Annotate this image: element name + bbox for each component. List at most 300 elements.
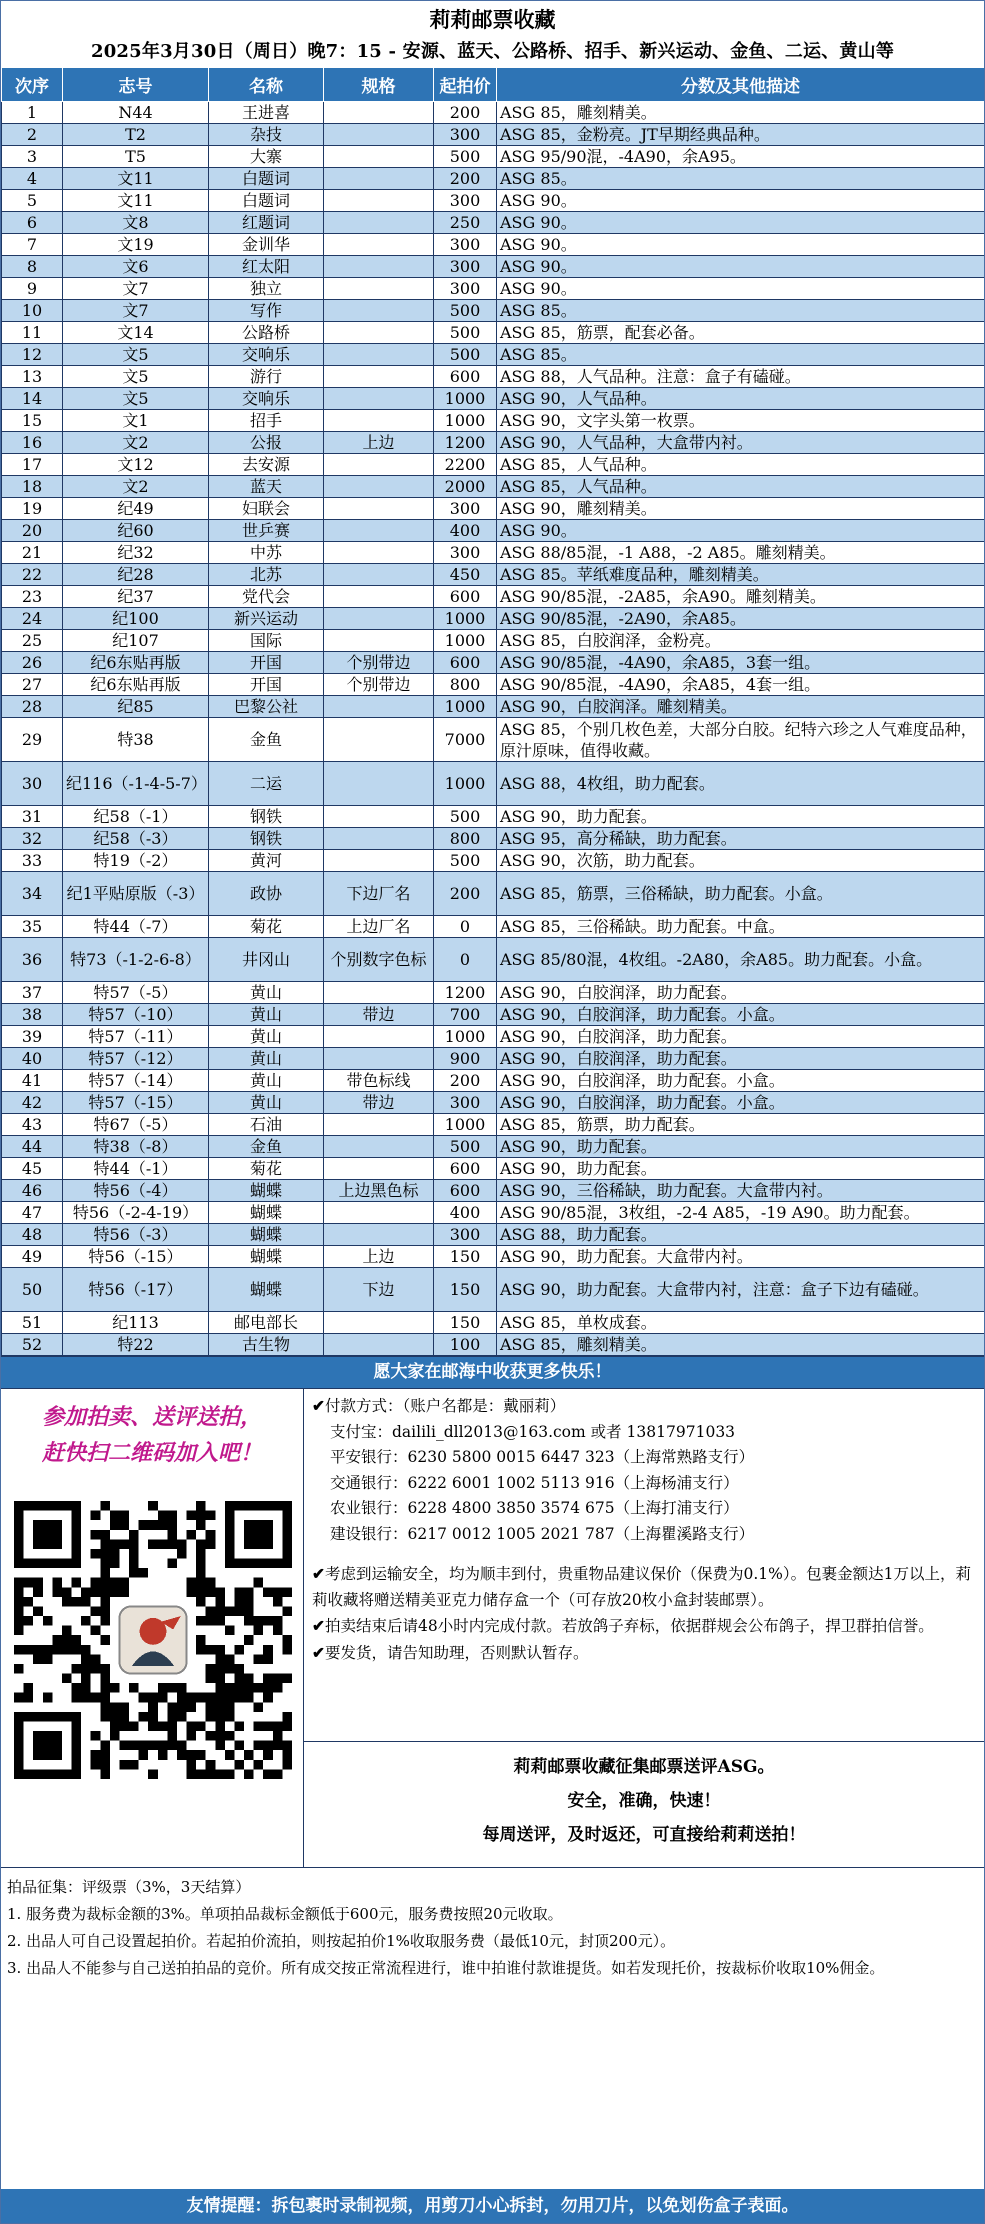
- lot-order: 46: [2, 1180, 63, 1202]
- lot-spec: [324, 124, 434, 146]
- table-row: [2, 1004, 985, 1026]
- lot-name: 蝴蝶: [209, 1246, 324, 1268]
- lot-order: 33: [2, 850, 63, 872]
- lot-description: ASG 90。: [497, 234, 985, 256]
- lot-name: 游行: [209, 366, 324, 388]
- lot-spec: 带边: [324, 1092, 434, 1114]
- table-row: [2, 454, 985, 476]
- lot-start-price: 500: [434, 1136, 497, 1158]
- table-row: [2, 256, 985, 278]
- lot-spec: [324, 1114, 434, 1136]
- table-row: [2, 1136, 985, 1158]
- lot-description: ASG 90。: [497, 520, 985, 542]
- lot-order: 24: [2, 608, 63, 630]
- lot-description: ASG 85，雕刻精美。: [497, 102, 985, 124]
- lot-name: 世乒赛: [209, 520, 324, 542]
- table-row: [2, 542, 985, 564]
- lot-name: 巴黎公社: [209, 696, 324, 718]
- lot-name: 石油: [209, 1114, 324, 1136]
- lot-description: ASG 85，筋票，助力配套。: [497, 1114, 985, 1136]
- lot-catalog-no: 文1: [63, 410, 209, 432]
- lot-catalog-no: 纪28: [63, 564, 209, 586]
- lot-catalog-no: 文11: [63, 190, 209, 212]
- lot-catalog-no: 特57（-10）: [63, 1004, 209, 1026]
- lot-description: ASG 85/80混，4枚组。-2A80，余A85。助力配套。小盒。: [497, 938, 985, 982]
- lot-description: ASG 90，助力配套。: [497, 1158, 985, 1180]
- lot-spec: [324, 828, 434, 850]
- lot-description: ASG 90，助力配套。大盒带内衬。: [497, 1246, 985, 1268]
- table-row: [2, 1048, 985, 1070]
- lot-start-price: 150: [434, 1268, 497, 1312]
- promo-text: [1, 1389, 303, 1481]
- lot-description: ASG 90，助力配套。: [497, 1136, 985, 1158]
- lot-table: [1, 67, 985, 1356]
- col-header-start-price: 起拍价: [434, 68, 497, 102]
- lot-spec: [324, 696, 434, 718]
- lot-order: 23: [2, 586, 63, 608]
- lot-spec: [324, 564, 434, 586]
- lot-name: 红太阳: [209, 256, 324, 278]
- table-row: [2, 102, 985, 124]
- lot-order: 47: [2, 1202, 63, 1224]
- table-row: [2, 872, 985, 916]
- table-row: [2, 1114, 985, 1136]
- lot-name: 去安源: [209, 454, 324, 476]
- lot-start-price: 200: [434, 168, 497, 190]
- lot-order: 29: [2, 718, 63, 762]
- lot-catalog-no: 纪58（-1）: [63, 806, 209, 828]
- lot-order: 25: [2, 630, 63, 652]
- lot-order: 17: [2, 454, 63, 476]
- lot-order: 50: [2, 1268, 63, 1312]
- lot-order: 14: [2, 388, 63, 410]
- lot-spec: [324, 586, 434, 608]
- check-icon: ✔: [312, 1396, 325, 1415]
- lot-start-price: 1000: [434, 388, 497, 410]
- lot-catalog-no: 纪116（-1-4-5-7）: [63, 762, 209, 806]
- lot-spec: 个别带边: [324, 652, 434, 674]
- lot-description: ASG 90。: [497, 190, 985, 212]
- lot-spec: [324, 212, 434, 234]
- table-row: [2, 300, 985, 322]
- lot-catalog-no: 文11: [63, 168, 209, 190]
- payment-deadline-note: 拍卖结束后请48小时内完成付款。若放鸽子弃标，依据群规会公布鸽子，捍卫群拍信誉。: [325, 1617, 934, 1635]
- col-header-name: 名称: [209, 68, 324, 102]
- lot-spec: [324, 1026, 434, 1048]
- lot-description: ASG 90，三俗稀缺，助力配套。大盒带内衬。: [497, 1180, 985, 1202]
- lot-catalog-no: 纪58（-3）: [63, 828, 209, 850]
- lot-catalog-no: 纪6东贴再版: [63, 652, 209, 674]
- lot-name: 公路桥: [209, 322, 324, 344]
- lot-start-price: 150: [434, 1246, 497, 1268]
- lot-catalog-no: 纪37: [63, 586, 209, 608]
- table-row: [2, 212, 985, 234]
- lot-name: 蝴蝶: [209, 1224, 324, 1246]
- lot-description: ASG 85。: [497, 300, 985, 322]
- lot-description: ASG 90/85混，3枚组，-2-4 A85，-19 A90。助力配套。: [497, 1202, 985, 1224]
- lot-catalog-no: 文2: [63, 476, 209, 498]
- lot-start-price: 300: [434, 234, 497, 256]
- lot-catalog-no: 文6: [63, 256, 209, 278]
- lot-description: ASG 85。: [497, 168, 985, 190]
- table-row: [2, 498, 985, 520]
- lot-name: 菊花: [209, 916, 324, 938]
- lot-spec: 上边黑色标: [324, 1180, 434, 1202]
- lot-description: ASG 90。: [497, 278, 985, 300]
- lot-order: 26: [2, 652, 63, 674]
- lot-catalog-no: 文5: [63, 344, 209, 366]
- lot-name: 蝴蝶: [209, 1180, 324, 1202]
- lot-description: ASG 85，人气品种。: [497, 476, 985, 498]
- lot-name: 新兴运动: [209, 608, 324, 630]
- lot-description: ASG 85，人气品种。: [497, 454, 985, 476]
- lot-catalog-no: 文19: [63, 234, 209, 256]
- lot-name: 北苏: [209, 564, 324, 586]
- lot-spec: [324, 630, 434, 652]
- lot-catalog-no: 纪85: [63, 696, 209, 718]
- lot-start-price: 1200: [434, 432, 497, 454]
- lot-start-price: 1000: [434, 1114, 497, 1136]
- lot-start-price: 500: [434, 300, 497, 322]
- lot-description: ASG 85，筋票，配套必备。: [497, 322, 985, 344]
- lot-spec: [324, 234, 434, 256]
- lot-catalog-no: 特57（-5）: [63, 982, 209, 1004]
- lot-name: 邮电部长: [209, 1312, 324, 1334]
- lot-start-price: 600: [434, 1180, 497, 1202]
- lot-start-price: 500: [434, 146, 497, 168]
- lot-name: 交响乐: [209, 344, 324, 366]
- lot-spec: [324, 322, 434, 344]
- lot-name: 招手: [209, 410, 324, 432]
- bank-account-pingan: 平安银行：6230 5800 0015 6447 323（上海常熟路支行）: [330, 1448, 755, 1466]
- check-icon: ✔: [312, 1642, 325, 1662]
- lot-order: 19: [2, 498, 63, 520]
- qr-avatar-icon: [119, 1606, 186, 1673]
- table-row: [2, 564, 985, 586]
- lot-name: 红题词: [209, 212, 324, 234]
- lot-start-price: 450: [434, 564, 497, 586]
- lot-description: ASG 90，白胶润泽。雕刻精美。: [497, 696, 985, 718]
- lot-name: 金训华: [209, 234, 324, 256]
- lot-order: 37: [2, 982, 63, 1004]
- lot-start-price: 400: [434, 1202, 497, 1224]
- lot-spec: [324, 850, 434, 872]
- lot-description: ASG 90，次筋，助力配套。: [497, 850, 985, 872]
- table-row: [2, 608, 985, 630]
- lot-description: ASG 90，白胶润泽，助力配套。小盒。: [497, 1092, 985, 1114]
- lot-catalog-no: 特56（-15）: [63, 1246, 209, 1268]
- bank-account-agri: 农业银行：6228 4800 3850 3574 675（上海打浦支行）: [330, 1499, 739, 1517]
- terms-item: 1. 服务费为裁标金额的3%。单项拍品裁标金额低于600元，服务费按照20元收取。: [7, 1905, 563, 1923]
- table-row: [2, 828, 985, 850]
- lot-spec: [324, 344, 434, 366]
- lot-spec: [324, 762, 434, 806]
- lot-order: 7: [2, 234, 63, 256]
- lot-spec: 上边: [324, 432, 434, 454]
- lot-start-price: 200: [434, 1070, 497, 1092]
- lot-order: 32: [2, 828, 63, 850]
- lot-catalog-no: 纪6东贴再版: [63, 674, 209, 696]
- lot-order: 51: [2, 1312, 63, 1334]
- lot-order: 28: [2, 696, 63, 718]
- info-section: [1, 1388, 984, 1868]
- lot-catalog-no: 文8: [63, 212, 209, 234]
- lot-start-price: 250: [434, 212, 497, 234]
- lot-name: 蓝天: [209, 476, 324, 498]
- lot-name: 大寨: [209, 146, 324, 168]
- lot-spec: [324, 278, 434, 300]
- lot-catalog-no: 特44（-1）: [63, 1158, 209, 1180]
- lot-catalog-no: 文7: [63, 278, 209, 300]
- lot-start-price: 7000: [434, 718, 497, 762]
- col-header-spec: 规格: [324, 68, 434, 102]
- lot-name: 写作: [209, 300, 324, 322]
- lot-order: 15: [2, 410, 63, 432]
- lot-start-price: 500: [434, 322, 497, 344]
- lot-order: 36: [2, 938, 63, 982]
- lot-catalog-no: 特56（-4）: [63, 1180, 209, 1202]
- table-row: [2, 234, 985, 256]
- lot-order: 10: [2, 300, 63, 322]
- lot-name: 钢铁: [209, 828, 324, 850]
- lot-order: 18: [2, 476, 63, 498]
- lot-catalog-no: 特19（-2）: [63, 850, 209, 872]
- lot-spec: [324, 982, 434, 1004]
- lot-catalog-no: T2: [63, 124, 209, 146]
- lot-catalog-no: 特56（-2-4-19）: [63, 1202, 209, 1224]
- lot-spec: [324, 1048, 434, 1070]
- lot-order: 30: [2, 762, 63, 806]
- lot-order: 22: [2, 564, 63, 586]
- lot-order: 40: [2, 1048, 63, 1070]
- lot-description: ASG 90，白胶润泽，助力配套。: [497, 1048, 985, 1070]
- lot-spec: [324, 256, 434, 278]
- table-row: [2, 146, 985, 168]
- lot-description: ASG 90/85混，-2A85，余A90。雕刻精美。: [497, 586, 985, 608]
- lot-name: 妇联会: [209, 498, 324, 520]
- lot-description: ASG 90，白胶润泽，助力配套。小盒。: [497, 1004, 985, 1026]
- lot-spec: [324, 168, 434, 190]
- lot-catalog-no: 特73（-1-2-6-8）: [63, 938, 209, 982]
- lot-order: 1: [2, 102, 63, 124]
- join-panel: [1, 1389, 304, 1867]
- lot-spec: [324, 1136, 434, 1158]
- table-row: [2, 1180, 985, 1202]
- bank-account-comm: 交通银行：6222 6001 1002 5113 916（上海杨浦支行）: [330, 1473, 739, 1492]
- check-icon: ✔: [312, 1616, 325, 1635]
- payment-panel: [304, 1389, 984, 1867]
- lot-name: 独立: [209, 278, 324, 300]
- lot-catalog-no: 特56（-3）: [63, 1224, 209, 1246]
- lot-order: 31: [2, 806, 63, 828]
- table-row: [2, 696, 985, 718]
- lot-name: 政协: [209, 872, 324, 916]
- table-row: [2, 1092, 985, 1114]
- lot-description: ASG 90，助力配套。大盒带内衬，注意：盒子下边有磕碰。: [497, 1268, 985, 1312]
- qr-code-image[interactable]: [14, 1501, 292, 1779]
- lot-spec: [324, 146, 434, 168]
- table-row: [2, 1224, 985, 1246]
- delivery-note: 要发货，请告知助理，否则默认暂存。: [325, 1643, 589, 1662]
- consignment-terms: [1, 1868, 984, 1996]
- lot-order: 45: [2, 1158, 63, 1180]
- lot-catalog-no: T5: [63, 146, 209, 168]
- table-row: [2, 806, 985, 828]
- lot-order: 2: [2, 124, 63, 146]
- table-row: [2, 850, 985, 872]
- lot-start-price: 1000: [434, 762, 497, 806]
- col-header-order: 次序: [2, 68, 63, 102]
- lot-order: 39: [2, 1026, 63, 1048]
- table-row: [2, 168, 985, 190]
- lot-catalog-no: 特67（-5）: [63, 1114, 209, 1136]
- table-row: [2, 630, 985, 652]
- lot-start-price: 300: [434, 190, 497, 212]
- page-title: 莉莉邮票收藏: [429, 7, 556, 32]
- lot-start-price: 200: [434, 872, 497, 916]
- lot-start-price: 500: [434, 344, 497, 366]
- lot-description: ASG 90，白胶润泽，助力配套。: [497, 1026, 985, 1048]
- lot-order: 21: [2, 542, 63, 564]
- payment-heading: 付款方式：（账户名都是：戴丽莉）: [325, 1397, 566, 1415]
- lot-catalog-no: 特56（-17）: [63, 1268, 209, 1312]
- lot-spec: [324, 1312, 434, 1334]
- lot-start-price: 400: [434, 520, 497, 542]
- lot-catalog-no: 纪113: [63, 1312, 209, 1334]
- table-row: [2, 190, 985, 212]
- lot-name: 蝴蝶: [209, 1268, 324, 1312]
- table-row: [2, 938, 985, 982]
- lot-description: ASG 88/85混，-1 A88，-2 A85。雕刻精美。: [497, 542, 985, 564]
- table-row: [2, 916, 985, 938]
- table-row: [2, 1334, 985, 1356]
- table-row: [2, 586, 985, 608]
- lot-description: ASG 90/85混，-2A90，余A85。: [497, 608, 985, 630]
- lot-start-price: 0: [434, 916, 497, 938]
- grading-callout: [304, 1741, 984, 1867]
- lot-start-price: 200: [434, 102, 497, 124]
- lot-name: 蝴蝶: [209, 1202, 324, 1224]
- lot-description: ASG 90，文字头第一枚票。: [497, 410, 985, 432]
- lot-description: ASG 85。: [497, 344, 985, 366]
- table-row: [2, 344, 985, 366]
- lot-start-price: 600: [434, 366, 497, 388]
- lot-start-price: 700: [434, 1004, 497, 1026]
- lot-order: 34: [2, 872, 63, 916]
- lot-description: ASG 88，人气品种。注意：盒子有磕碰。: [497, 366, 985, 388]
- table-row: [2, 1312, 985, 1334]
- lot-spec: [324, 1158, 434, 1180]
- lot-description: ASG 95，高分稀缺，助力配套。: [497, 828, 985, 850]
- lot-description: ASG 90/85混，-4A90，余A85，4套一组。: [497, 674, 985, 696]
- lot-order: 41: [2, 1070, 63, 1092]
- lot-start-price: 600: [434, 1158, 497, 1180]
- lot-spec: [324, 1334, 434, 1356]
- lot-order: 38: [2, 1004, 63, 1026]
- callout-line-2: 安全，准确，快速！: [567, 1791, 721, 1811]
- lot-order: 11: [2, 322, 63, 344]
- lot-order: 8: [2, 256, 63, 278]
- promo-line-1: 参加拍卖、送评送拍，: [41, 1404, 262, 1430]
- table-row: [2, 1158, 985, 1180]
- table-row: [2, 388, 985, 410]
- lot-spec: 上边厂名: [324, 916, 434, 938]
- lot-catalog-no: 文5: [63, 388, 209, 410]
- lot-spec: [324, 718, 434, 762]
- promo-line-2: 赶快扫二维码加入吧！: [41, 1440, 262, 1466]
- lot-order: 48: [2, 1224, 63, 1246]
- lot-catalog-no: 纪100: [63, 608, 209, 630]
- lot-name: 金鱼: [209, 1136, 324, 1158]
- lot-spec: [324, 520, 434, 542]
- lot-spec: 个别带边: [324, 674, 434, 696]
- table-row: [2, 124, 985, 146]
- callout-line-3: 每周送评，及时返还，可直接给莉莉送拍！: [482, 1825, 806, 1845]
- lot-name: 井冈山: [209, 938, 324, 982]
- lot-start-price: 500: [434, 850, 497, 872]
- check-icon: ✔: [312, 1564, 325, 1583]
- lot-start-price: 300: [434, 498, 497, 520]
- lot-spec: 带色标线: [324, 1070, 434, 1092]
- lot-spec: 带边: [324, 1004, 434, 1026]
- lot-name: 交响乐: [209, 388, 324, 410]
- lot-catalog-no: 纪60: [63, 520, 209, 542]
- lot-description: ASG 90，雕刻精美。: [497, 498, 985, 520]
- lot-catalog-no: 特38: [63, 718, 209, 762]
- table-row: [2, 762, 985, 806]
- terms-item: 2. 出品人可自己设置起拍价。若起拍价流拍，则按起拍价1%收取服务费（最低10元，封顶200元）。: [7, 1932, 676, 1950]
- lot-name: 王进喜: [209, 102, 324, 124]
- lot-order: 3: [2, 146, 63, 168]
- lot-start-price: 1200: [434, 982, 497, 1004]
- lot-description: ASG 88，助力配套。: [497, 1224, 985, 1246]
- lot-description: ASG 85。苹纸难度品种，雕刻精美。: [497, 564, 985, 586]
- lot-order: 20: [2, 520, 63, 542]
- lot-order: 52: [2, 1334, 63, 1356]
- lot-start-price: 1000: [434, 630, 497, 652]
- lot-description: ASG 85，白胶润泽，金粉亮。: [497, 630, 985, 652]
- lot-catalog-no: 特38（-8）: [63, 1136, 209, 1158]
- table-header-row: [2, 68, 985, 102]
- table-row: [2, 674, 985, 696]
- lot-start-price: 300: [434, 124, 497, 146]
- lot-name: 公报: [209, 432, 324, 454]
- lot-catalog-no: 文5: [63, 366, 209, 388]
- lot-name: 二运: [209, 762, 324, 806]
- lot-table-body: [2, 102, 985, 1356]
- lot-spec: [324, 388, 434, 410]
- table-row: [2, 322, 985, 344]
- lot-spec: 上边: [324, 1246, 434, 1268]
- lot-catalog-no: 文14: [63, 322, 209, 344]
- lot-order: 12: [2, 344, 63, 366]
- lot-start-price: 300: [434, 256, 497, 278]
- table-row: [2, 1202, 985, 1224]
- lot-catalog-no: 特57（-12）: [63, 1048, 209, 1070]
- lot-start-price: 300: [434, 1092, 497, 1114]
- lot-start-price: 2200: [434, 454, 497, 476]
- lot-spec: 个别数字色标: [324, 938, 434, 982]
- lot-name: 黄山: [209, 1048, 324, 1070]
- lot-description: ASG 90，人气品种。: [497, 388, 985, 410]
- lot-start-price: 1000: [434, 1026, 497, 1048]
- lot-name: 黄山: [209, 1070, 324, 1092]
- lot-order: 42: [2, 1092, 63, 1114]
- lot-order: 35: [2, 916, 63, 938]
- lot-order: 4: [2, 168, 63, 190]
- table-row: [2, 1268, 985, 1312]
- table-row: [2, 1026, 985, 1048]
